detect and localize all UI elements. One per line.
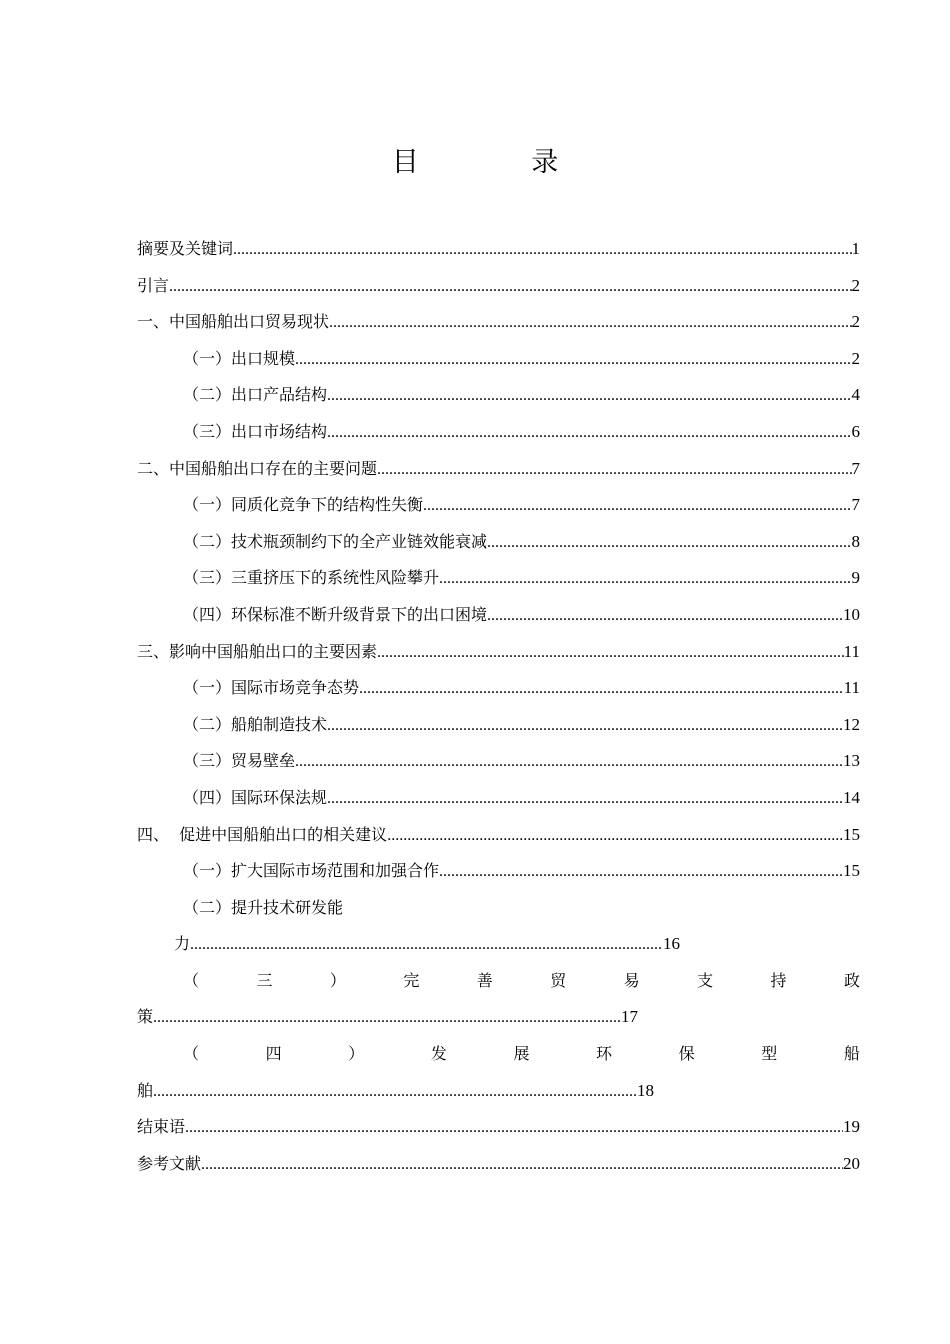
dot-leader: [327, 787, 843, 811]
toc-entry[interactable]: [137, 676, 860, 713]
toc-entry-page: 6: [851, 421, 860, 441]
toc-entry-label: （一）同质化竞争下的结构性失衡: [183, 495, 424, 515]
table-of-contents: [137, 237, 860, 1188]
toc-entry-page: 19: [843, 1117, 860, 1137]
spread-char: 发: [430, 1044, 447, 1064]
toc-entry-label: 三、影响中国船舶出口的主要因素: [137, 641, 378, 661]
toc-entry[interactable]: [137, 859, 860, 896]
toc-entry[interactable]: [137, 457, 860, 494]
toc-entry[interactable]: [137, 603, 860, 640]
toc-entry-label: （三）贸易壁垒: [183, 751, 296, 771]
toc-entry-label: 舶: [137, 1080, 154, 1100]
toc-entry-label: （三）出口市场结构: [183, 421, 328, 441]
toc-entry-page: 7: [851, 458, 860, 478]
toc-entry-page: 1: [851, 239, 860, 258]
spread-char: 政: [843, 970, 860, 990]
dot-leader: [153, 1006, 621, 1030]
toc-entry-label: 一、中国船舶出口贸易现状: [137, 312, 330, 332]
spread-char: 善: [476, 970, 493, 990]
dot-leader: [233, 238, 851, 262]
toc-entry-label: （四）国际环保法规: [183, 787, 328, 807]
toc-entry[interactable]: [137, 566, 860, 603]
toc-entry-spread-line[interactable]: [137, 969, 860, 1006]
toc-entry-page: 2: [851, 348, 860, 368]
spread-char: 持: [770, 970, 787, 990]
toc-entry-continuation[interactable]: [137, 1005, 860, 1042]
toc-entry-page: 4: [851, 385, 860, 405]
dot-leader: [169, 275, 851, 299]
toc-entry-label: 参考文献: [137, 1153, 202, 1173]
toc-entry[interactable]: [137, 896, 860, 933]
toc-entry[interactable]: [137, 1152, 860, 1189]
toc-entry-label: 策: [137, 1007, 154, 1027]
toc-entry-page: 16: [663, 934, 680, 954]
spread-char: 完: [403, 970, 420, 990]
toc-entry-label: 结束语: [137, 1117, 186, 1137]
dot-leader: [327, 714, 843, 738]
spread-char: （: [183, 970, 200, 990]
dot-leader: [190, 933, 663, 957]
toc-entry-page: 10: [843, 604, 860, 624]
toc-entry-page: 8: [851, 531, 860, 551]
toc-entry-page: 20: [843, 1153, 860, 1173]
dot-leader: [487, 604, 843, 628]
dot-leader: [439, 860, 843, 884]
spread-char: 易: [623, 970, 640, 990]
toc-entry[interactable]: [137, 237, 860, 274]
page-title: 目 录: [391, 147, 611, 178]
toc-entry[interactable]: [137, 1115, 860, 1152]
spread-char: ）: [329, 970, 346, 990]
toc-entry-page: 15: [843, 824, 860, 844]
toc-entry-page: 7: [851, 495, 860, 515]
spread-char: 贸: [550, 970, 567, 990]
toc-entry-label: 引言: [137, 275, 170, 295]
toc-entry-page: 2: [851, 312, 860, 332]
spread-char: （: [183, 1044, 200, 1064]
toc-entry-label: 力: [174, 934, 191, 954]
toc-entry-page: 2: [851, 275, 860, 295]
spread-char: 保: [678, 1044, 695, 1064]
dot-leader: [295, 750, 843, 774]
toc-entry-page: 17: [621, 1007, 638, 1027]
toc-entry[interactable]: [137, 274, 860, 311]
dot-leader: [439, 567, 851, 591]
toc-entry-spread-line[interactable]: [137, 1042, 860, 1079]
toc-entry-page: 9: [851, 568, 860, 588]
spread-char: 环: [596, 1044, 613, 1064]
spread-char: 型: [761, 1044, 778, 1064]
dot-leader: [387, 824, 843, 848]
toc-entry[interactable]: [137, 493, 860, 530]
toc-entry-label: 摘要及关键词: [137, 239, 234, 258]
toc-entry-continuation[interactable]: [137, 932, 860, 969]
dot-leader: [327, 421, 851, 445]
dot-leader: [327, 384, 851, 408]
toc-entry-label: （一）出口规模: [183, 348, 296, 368]
toc-entry-label: （二）技术瓶颈制约下的全产业链效能衰减: [183, 531, 488, 551]
dot-leader: [487, 531, 851, 555]
spread-char: 四: [265, 1044, 282, 1064]
dot-leader: [329, 311, 851, 335]
toc-entry[interactable]: [137, 347, 860, 384]
toc-entry-page: 13: [843, 751, 860, 771]
toc-entry[interactable]: [137, 713, 860, 750]
dot-leader: [153, 1080, 637, 1104]
dot-leader: [201, 1153, 843, 1177]
toc-entry-label: （一）国际市场竞争态势: [183, 678, 360, 698]
dot-leader: [295, 348, 851, 372]
toc-entry[interactable]: [137, 786, 860, 823]
toc-entry-label: （四）环保标准不断升级背景下的出口困境: [183, 604, 488, 624]
toc-entry-page: 11: [843, 678, 860, 698]
dot-leader: [359, 677, 844, 701]
toc-entry-page: 12: [843, 714, 860, 734]
toc-entry[interactable]: [137, 530, 860, 567]
spread-char: 船: [843, 1044, 860, 1064]
spread-char: 三: [256, 970, 273, 990]
dot-leader: [377, 641, 844, 665]
toc-entry-label: （二）提升技术研发能: [183, 897, 344, 917]
dot-leader: [423, 494, 851, 518]
spread-char: 展: [513, 1044, 530, 1064]
spread-char: ）: [348, 1044, 365, 1064]
toc-entry[interactable]: [137, 640, 860, 677]
toc-entry[interactable]: [137, 383, 860, 420]
dot-leader: [185, 1116, 843, 1140]
toc-entry[interactable]: [137, 420, 860, 457]
toc-entry-label: 二、中国船舶出口存在的主要问题: [137, 458, 378, 478]
toc-entry-page: 11: [843, 641, 860, 661]
toc-entry-continuation[interactable]: [137, 1079, 860, 1116]
toc-entry-page: 15: [843, 861, 860, 881]
toc-entry-label: （一）扩大国际市场范围和加强合作: [183, 861, 440, 881]
toc-entry[interactable]: [137, 749, 860, 786]
toc-entry-label: （二）出口产品结构: [183, 385, 328, 405]
toc-entry-page: 14: [843, 787, 860, 807]
spread-char: 支: [697, 970, 714, 990]
toc-entry-label: （三）三重挤压下的系统性风险攀升: [183, 568, 440, 588]
toc-entry[interactable]: [137, 310, 860, 347]
toc-entry-label: 四、 促进中国船舶出口的相关建议: [137, 824, 388, 844]
toc-entry[interactable]: [137, 823, 860, 860]
toc-entry-label: （二）船舶制造技术: [183, 714, 328, 734]
dot-leader: [377, 458, 851, 482]
toc-entry-page: 18: [637, 1080, 654, 1100]
